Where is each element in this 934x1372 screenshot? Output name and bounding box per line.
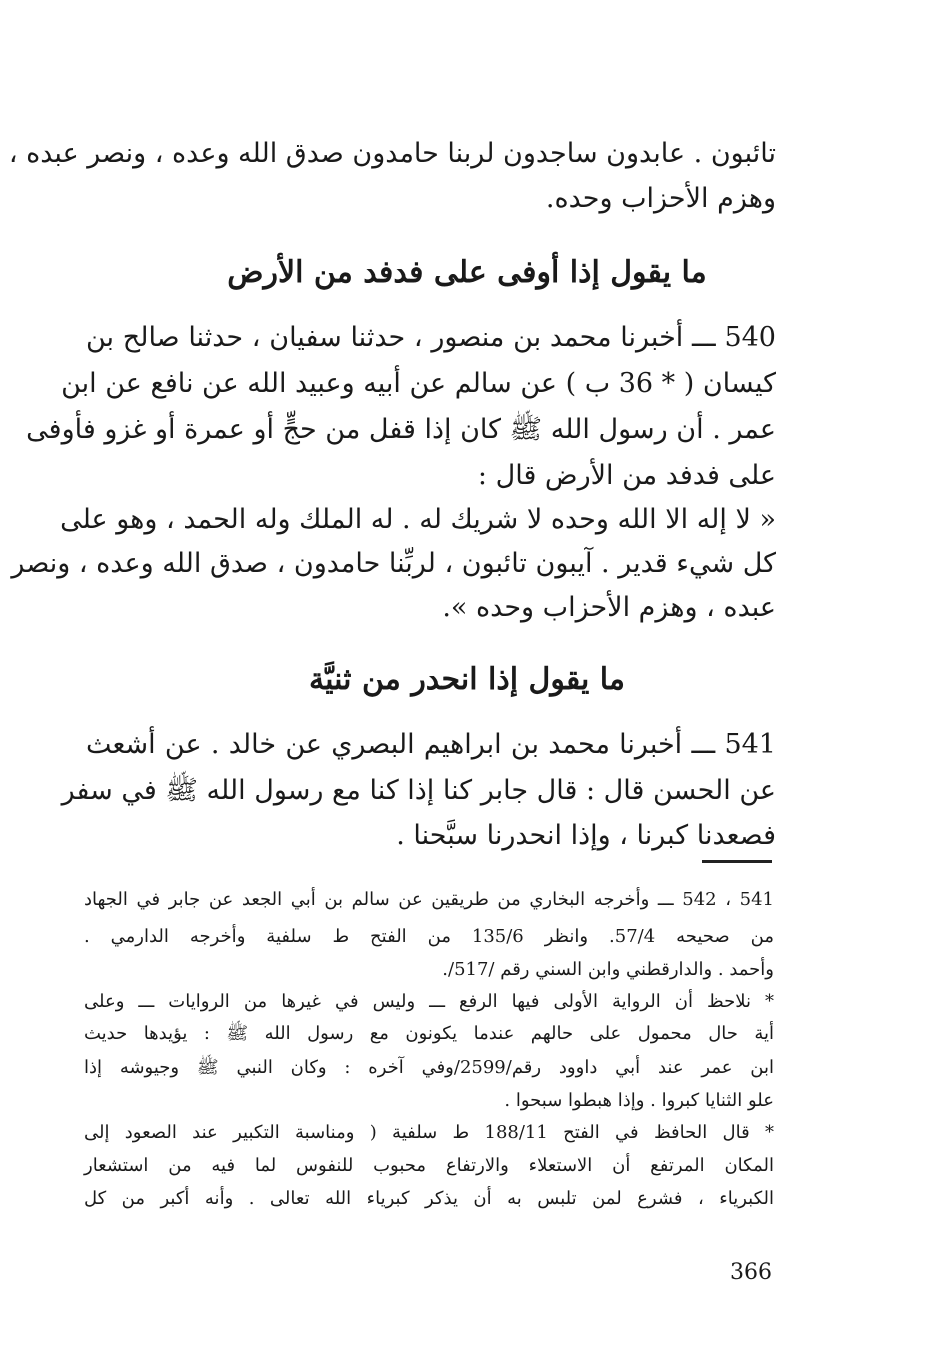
footnote-line: من صحيحه 57/4. وانظر 135/6 من الفتح ط سلفية وأخرجه الدارمي . [84,926,774,947]
footnote-line: * قال الحافظ في الفتح 188/11 ط سلفية ( ومناسبة التكبير عند الصعود إلى [84,1122,774,1143]
footnote-divider [702,860,772,863]
footnote-line: أية حال محمول على حالهم عندما يكونون مع رسول الله ﷺ : يؤيدها حديث [84,1023,774,1044]
intro-line: تائبون . عابدون ساجدون لربنا حامدون صدق الله وعده ، ونصر عبده ، [8,138,776,169]
hadith-line: عبده ، وهزم الأحزاب وحده ». [442,592,776,623]
hadith-line: كل شيء قدير . آيبون تائبون ، لربِّنا حامدون ، صدق الله وعده ، ونصر [11,548,776,579]
section-heading: ما يقول إذا أوفى على فدفد من الأرض [227,255,707,290]
hadith-line: « لا إله الا الله وحده لا شريك له . له الملك وله الحمد ، وهو على [60,504,776,535]
footnote-line: * نلاحظ أن الرواية الأولى فيها الرفع ـــ وليس في غيرها من الروايات ـــ وعلى [84,991,774,1012]
footnote-line: الكبرياء ، فشرع لمن تلبس به أن يذكر كبرياء الله تعالى . وأنه أكبر من كل [84,1188,774,1209]
footnote-line: علو الثنايا كبروا . وإذا هبطوا سبحوا . [504,1090,774,1111]
page-number: 366 [730,1260,772,1285]
footnote-line: 541 ، 542 ـــ وأخرجه البخاري من طريقين عن سالم بن أبي الجعد عن جابر في الجهاد [84,889,774,910]
hadith-line: 541 ـــ أخبرنا محمد بن ابراهيم البصري عن خالد . عن أشعث [86,729,776,760]
footnote-line: المكان المرتفع أن الاستعلاء والارتفاع محبوب للنفوس لما فيه من استشعار [84,1155,774,1176]
hadith-line: عن الحسن قال : قال جابر كنا إذا كنا مع رسول الله ﷺ في سفر [61,775,776,806]
intro-line: وهزم الأحزاب وحده. [545,183,776,214]
footnote-line: ابن عمر عند أبي داوود رقم/2599/وفي آخره : وكان النبي ﷺ وجيوشه إذا [84,1057,774,1078]
section-heading: ما يقول إذا انحدر من ثنيَّة [308,662,625,697]
hadith-line: عمر . أن رسول الله ﷺ كان إذا قفل من حجٍّ أو عمرة أو غزو فأوفى [26,414,776,445]
hadith-line: فصعدنا كبرنا ، وإذا انحدرنا سبَّحنا . [396,820,776,851]
hadith-line: 540 ـــ أخبرنا محمد بن منصور ، حدثنا سفيان ، حدثنا صالح بن [86,322,776,353]
hadith-line: كيسان ( * 36 ب ) عن سالم عن أبيه وعبيد الله عن نافع عن ابن [61,368,776,399]
footnote-line: وأحمد . والدارقطني وابن السني رقم /517/. [442,959,774,980]
hadith-line: على فدفد من الأرض قال : [477,460,776,491]
